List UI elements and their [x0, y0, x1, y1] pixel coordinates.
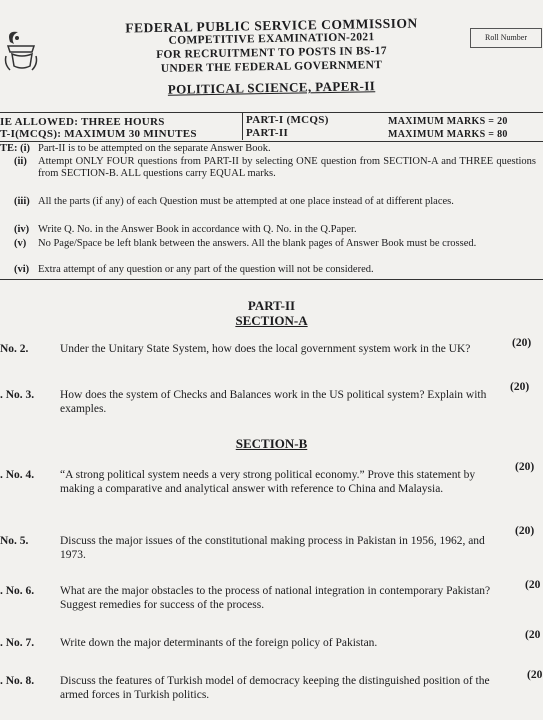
question-item [0, 337, 543, 374]
note-text: Part-II is to be attempted on the separate Answer Book. [38, 143, 271, 154]
note-item [0, 196, 543, 220]
part1-label: PART-I (MCQS) [246, 114, 329, 126]
note-text: No Page/Space be left blank between the answers. All the blank pages of Answer Book must be crossed. [38, 238, 477, 249]
question-text: What are the major obstacles to the process of national integration in contemporary Pakistan? Suggest remedies for success of the process. [60, 585, 491, 611]
note-item [0, 238, 543, 262]
question-item [0, 629, 543, 654]
notes-bottom-rule [0, 279, 543, 280]
government-line: UNDER THE FEDERAL GOVERNMENT [160, 59, 383, 75]
question-number: No. 2. [0, 343, 29, 355]
question-marks: (20) [515, 461, 535, 473]
note-item [0, 264, 543, 277]
note-item [0, 143, 543, 156]
question-marks: (20 [527, 669, 543, 681]
section-b-heading: SECTION-B [235, 436, 308, 451]
question-number: . No. 7. [0, 637, 35, 649]
question-item [0, 525, 543, 566]
section-a-heading: SECTION-A [235, 313, 308, 328]
recruitment-line: FOR RECRUITMENT TO POSTS IN BS-17 [156, 44, 387, 62]
question-item [0, 461, 543, 514]
time-allowed: IE ALLOWED: THREE HOURS [0, 116, 165, 128]
question-item [0, 669, 543, 706]
paper-title: POLITICAL SCIENCE, PAPER-II [167, 78, 376, 97]
question-number: . No. 8. [0, 675, 35, 687]
question-text: “A strong political system needs a very strong political economy.” Prove this statement by making a comparative and analytical answer with reference to China and Malaysia. [60, 469, 476, 495]
question-number: . No. 4. [0, 469, 35, 481]
question-number: No. 5. [0, 535, 29, 547]
question-item [0, 381, 543, 420]
note-number: TE: (i) [0, 143, 31, 154]
note-text: Attempt ONLY FOUR questions from PART-II by selecting ONE question from SECTION-A and THREE questions from SECTION-B. ALL questions carry EQUAL marks. [38, 156, 536, 179]
part-heading: PART-II [247, 298, 296, 313]
table-divider [242, 112, 243, 140]
question-marks: (20) [510, 381, 530, 393]
question-marks: (20) [515, 525, 535, 537]
table-top-rule [0, 112, 543, 113]
note-item [0, 224, 543, 237]
note-number: (ii) [14, 156, 27, 167]
note-text: Write Q. No. in the Answer Book in accordance with Q. No. in the Q.Paper. [38, 224, 357, 235]
commission-name: FEDERAL PUBLIC SERVICE COMMISSION [125, 15, 418, 36]
note-number: (vi) [14, 264, 30, 275]
max-marks-part2: MAXIMUM MARKS = 80 [388, 129, 508, 140]
question-text: How does the system of Checks and Balances work in the US political system? Explain with examples. [60, 389, 487, 415]
note-number: (iii) [14, 196, 30, 207]
question-text: Discuss the features of Turkish model of democracy keeping the distinguished position of the armed forces in Turkish politics. [60, 675, 490, 701]
question-marks: (20) [512, 337, 532, 349]
note-number: (iv) [14, 224, 30, 235]
question-item [0, 579, 543, 616]
question-text: Discuss the major issues of the constitutional making process in Pakistan in 1956, 1962, and 1973. [60, 535, 485, 561]
question-text: Under the Unitary State System, how does the local government system work in the UK? [60, 343, 471, 355]
note-text: Extra attempt of any question or any part of the question will not be considered. [38, 264, 374, 275]
table-bottom-rule [0, 141, 543, 142]
question-text: Write down the major determinants of the foreign policy of Pakistan. [60, 637, 378, 649]
note-text: All the parts (if any) of each Question must be attempted at one place instead of at different places. [38, 196, 454, 207]
roll-number-label: Roll Number [485, 33, 527, 42]
question-number: . No. 6. [0, 585, 35, 597]
exam-name: COMPETITIVE EXAMINATION-2021 [168, 31, 375, 47]
question-marks: (20 [525, 579, 541, 591]
question-number: . No. 3. [0, 389, 35, 401]
note-item [0, 156, 543, 192]
note-number: (v) [14, 238, 27, 249]
max-marks-part1: MAXIMUM MARKS = 20 [388, 116, 508, 127]
part2-label: PART-II [246, 127, 289, 139]
mcq-time: T-I(MCQS): MAXIMUM 30 MINUTES [0, 128, 197, 140]
question-marks: (20 [525, 629, 541, 641]
